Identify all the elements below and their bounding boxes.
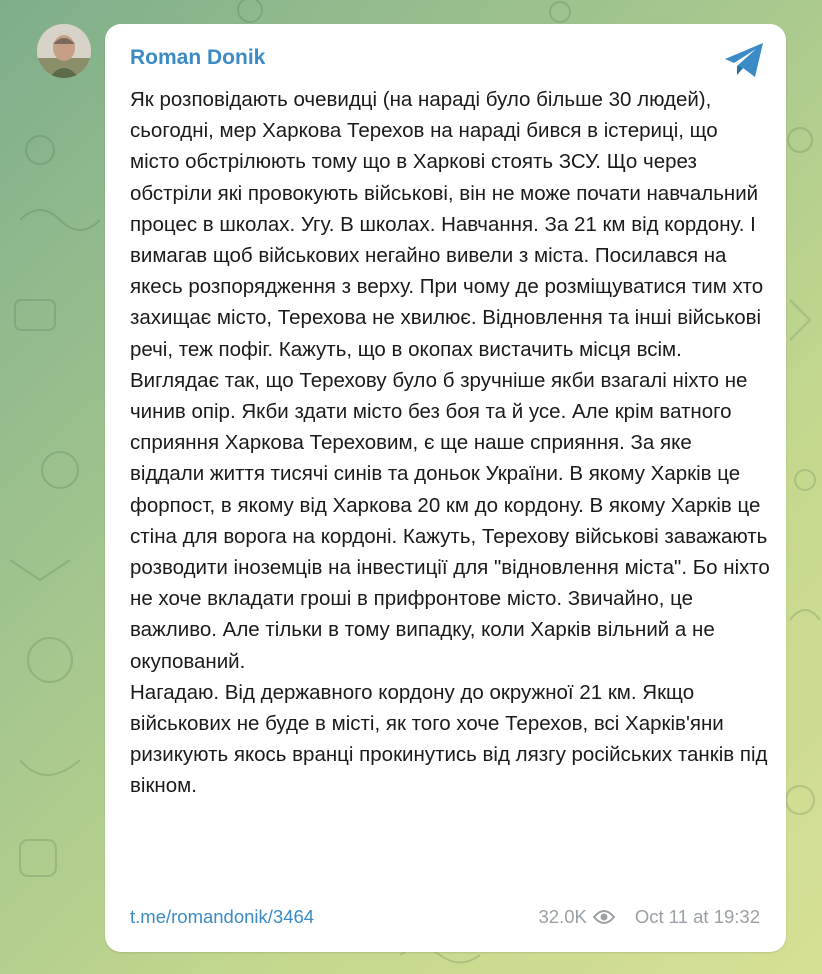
author-avatar[interactable] <box>37 24 91 78</box>
eye-icon <box>593 909 615 925</box>
avatar-photo-icon <box>37 24 91 78</box>
message-paragraph: Нагадаю. Від державного кордону до окружної 21 км. Якщо військових не буде в місті, як того хоче Терехов, всі Харків'яни ризикують якось вранці прокинутись від лязгу російських танків під вікном. <box>130 680 768 798</box>
post-timestamp: Oct 11 at 19:32 <box>634 906 760 927</box>
message-bubble <box>105 24 786 952</box>
message-text <box>130 84 770 802</box>
author-name[interactable]: Roman Donik <box>130 46 266 69</box>
message-paragraph: Виглядає так, що Терехову було б зручніше якби взагалі ніхто не чинив опір. Якби здати місто без боя та й усе. Але крім ватного сприяння Харкова Тереховим, є ще наше сприяння. За яке віддали життя тисячі синів та доньок України. В якому Харків це форпост, в якому від Харкова 20 км до кордону. В якому Харків це стіна для ворога на кордоні. Кажуть, Терехову військові заважають розводити іноземців на інвестиції для "відновлення міста". Бо ніхто не хоче вкладати гроші в прифронтове місто. Звичайно, це важливо. Але тільки в тому випадку, коли Харків вільний а не окупований. <box>130 368 770 673</box>
view-count: 32.0K <box>538 906 587 927</box>
message-meta <box>539 906 761 928</box>
telegram-plane-icon[interactable] <box>723 40 765 80</box>
message-paragraph: Як розповідають очевидці (на нараді було більше 30 людей), сьогодні, мер Харкова Терехов на нараді бився в істериці, що місто обстрілюють тому що в Харкові стоять ЗСУ. Що через обстріли які провокують військові, він не може почати навчальний процес в школах. Угу. В школах. Навчання. За 21 км від кордону. І вимагав щоб військових негайно вивели з міста. Посилався на якесь розпорядження з верху. При чому де розміщуватися тим хто захищає місто, Терехова не хвилює. Відновлення та інші військові речі, теж пофіг. Кажуть, що в окопах вистачить місця всім. <box>130 88 764 361</box>
message-footer <box>130 906 760 934</box>
post-link[interactable]: t.me/romandonik/3464 <box>130 906 315 927</box>
